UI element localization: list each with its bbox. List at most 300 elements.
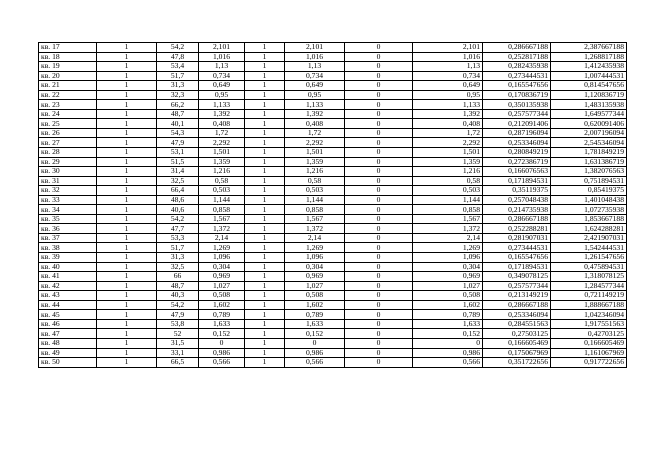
count-cell: 1 bbox=[97, 262, 157, 272]
total-cell: 1,096 bbox=[413, 253, 483, 263]
table-row bbox=[39, 195, 627, 205]
value2-cell: 0,152 bbox=[285, 329, 345, 339]
share-cell: 0,165547656 bbox=[483, 81, 551, 91]
area-cell: 54,2 bbox=[157, 43, 199, 53]
area-cell: 31,3 bbox=[157, 81, 199, 91]
count-cell: 1 bbox=[97, 176, 157, 186]
coef-cell: 1 bbox=[245, 272, 285, 282]
table-row bbox=[39, 253, 627, 263]
sum-cell: 0,166605469 bbox=[551, 338, 627, 348]
coef-cell: 1 bbox=[245, 52, 285, 62]
coef-cell: 1 bbox=[245, 81, 285, 91]
value2-cell: 1,027 bbox=[285, 281, 345, 291]
total-cell: 1,501 bbox=[413, 148, 483, 158]
count-cell: 1 bbox=[97, 167, 157, 177]
count-cell: 1 bbox=[97, 195, 157, 205]
count-cell: 1 bbox=[97, 338, 157, 348]
share-cell: 0,166605469 bbox=[483, 338, 551, 348]
total-cell: 1,602 bbox=[413, 300, 483, 310]
value2-cell: 0,858 bbox=[285, 205, 345, 215]
count-cell: 1 bbox=[97, 109, 157, 119]
sum-cell: 0,85419375 bbox=[551, 186, 627, 196]
apartment-cell: кв. 43 bbox=[39, 291, 97, 301]
zero-cell: 0 bbox=[345, 100, 413, 110]
area-cell: 52 bbox=[157, 329, 199, 339]
area-cell: 47,9 bbox=[157, 138, 199, 148]
share-cell: 0,286667188 bbox=[483, 300, 551, 310]
value2-cell: 0 bbox=[285, 338, 345, 348]
total-cell: 0,986 bbox=[413, 348, 483, 358]
coef-cell: 1 bbox=[245, 205, 285, 215]
total-cell: 1,133 bbox=[413, 100, 483, 110]
share-cell: 0,252817188 bbox=[483, 52, 551, 62]
coef-cell: 1 bbox=[245, 253, 285, 263]
table-row bbox=[39, 90, 627, 100]
table-row bbox=[39, 319, 627, 329]
table-row bbox=[39, 300, 627, 310]
share-cell: 0,170836719 bbox=[483, 90, 551, 100]
value-cell: 0,508 bbox=[199, 291, 245, 301]
value-cell: 0,986 bbox=[199, 348, 245, 358]
apartment-cell: кв. 35 bbox=[39, 214, 97, 224]
coef-cell: 1 bbox=[245, 43, 285, 53]
value-cell: 1,13 bbox=[199, 62, 245, 72]
coef-cell: 1 bbox=[245, 291, 285, 301]
area-cell: 32,5 bbox=[157, 262, 199, 272]
table-row bbox=[39, 81, 627, 91]
coef-cell: 1 bbox=[245, 90, 285, 100]
total-cell: 1,144 bbox=[413, 195, 483, 205]
coef-cell: 1 bbox=[245, 148, 285, 158]
apartment-cell: кв. 45 bbox=[39, 310, 97, 320]
apartment-cell: кв. 21 bbox=[39, 81, 97, 91]
count-cell: 1 bbox=[97, 272, 157, 282]
coef-cell: 1 bbox=[245, 62, 285, 72]
total-cell: 1,567 bbox=[413, 214, 483, 224]
table-body bbox=[39, 43, 627, 368]
value-cell: 0,58 bbox=[199, 176, 245, 186]
value-cell: 1,144 bbox=[199, 195, 245, 205]
total-cell: 0,649 bbox=[413, 81, 483, 91]
apartment-cell: кв. 22 bbox=[39, 90, 97, 100]
value-cell: 0,503 bbox=[199, 186, 245, 196]
value-cell: 0,152 bbox=[199, 329, 245, 339]
sum-cell: 0,721149219 bbox=[551, 291, 627, 301]
table-row bbox=[39, 262, 627, 272]
share-cell: 0,253346094 bbox=[483, 310, 551, 320]
table-row bbox=[39, 338, 627, 348]
table-row bbox=[39, 272, 627, 282]
zero-cell: 0 bbox=[345, 148, 413, 158]
zero-cell: 0 bbox=[345, 243, 413, 253]
zero-cell: 0 bbox=[345, 281, 413, 291]
count-cell: 1 bbox=[97, 81, 157, 91]
area-cell: 31,5 bbox=[157, 338, 199, 348]
sum-cell: 1,007444531 bbox=[551, 71, 627, 81]
sum-cell: 1,401048438 bbox=[551, 195, 627, 205]
total-cell: 0,503 bbox=[413, 186, 483, 196]
share-cell: 0,212091406 bbox=[483, 119, 551, 129]
total-cell: 0 bbox=[413, 338, 483, 348]
value-cell: 1,72 bbox=[199, 128, 245, 138]
total-cell: 1,72 bbox=[413, 128, 483, 138]
share-cell: 0,166076563 bbox=[483, 167, 551, 177]
value2-cell: 1,567 bbox=[285, 214, 345, 224]
share-cell: 0,171894531 bbox=[483, 262, 551, 272]
apartment-cell: кв. 44 bbox=[39, 300, 97, 310]
sum-cell: 1,268817188 bbox=[551, 52, 627, 62]
total-cell: 1,359 bbox=[413, 157, 483, 167]
count-cell: 1 bbox=[97, 214, 157, 224]
table-row bbox=[39, 128, 627, 138]
area-cell: 54,2 bbox=[157, 214, 199, 224]
value-cell: 0,969 bbox=[199, 272, 245, 282]
zero-cell: 0 bbox=[345, 338, 413, 348]
area-cell: 66,4 bbox=[157, 186, 199, 196]
value-cell: 0,566 bbox=[199, 358, 245, 368]
total-cell: 0,95 bbox=[413, 90, 483, 100]
total-cell: 1,372 bbox=[413, 224, 483, 234]
area-cell: 51,5 bbox=[157, 157, 199, 167]
value2-cell: 0,95 bbox=[285, 90, 345, 100]
table-row bbox=[39, 109, 627, 119]
value2-cell: 1,72 bbox=[285, 128, 345, 138]
value2-cell: 0,986 bbox=[285, 348, 345, 358]
sum-cell: 1,649577344 bbox=[551, 109, 627, 119]
table-row bbox=[39, 243, 627, 253]
share-cell: 0,286667188 bbox=[483, 214, 551, 224]
apartment-cell: кв. 37 bbox=[39, 233, 97, 243]
value-cell: 1,372 bbox=[199, 224, 245, 234]
value-cell: 0,858 bbox=[199, 205, 245, 215]
share-cell: 0,272386719 bbox=[483, 157, 551, 167]
sum-cell: 1,412435938 bbox=[551, 62, 627, 72]
count-cell: 1 bbox=[97, 52, 157, 62]
coef-cell: 1 bbox=[245, 262, 285, 272]
value-cell: 0,304 bbox=[199, 262, 245, 272]
apartment-cell: кв. 47 bbox=[39, 329, 97, 339]
coef-cell: 1 bbox=[245, 167, 285, 177]
count-cell: 1 bbox=[97, 281, 157, 291]
apartment-cell: кв. 17 bbox=[39, 43, 97, 53]
share-cell: 0,280849219 bbox=[483, 148, 551, 158]
coef-cell: 1 bbox=[245, 186, 285, 196]
zero-cell: 0 bbox=[345, 119, 413, 129]
total-cell: 1,392 bbox=[413, 109, 483, 119]
total-cell: 2,14 bbox=[413, 233, 483, 243]
apartment-cell: кв. 39 bbox=[39, 253, 97, 263]
area-cell: 54,2 bbox=[157, 300, 199, 310]
sum-cell: 1,161067969 bbox=[551, 348, 627, 358]
value2-cell: 0,304 bbox=[285, 262, 345, 272]
zero-cell: 0 bbox=[345, 157, 413, 167]
area-cell: 48,6 bbox=[157, 195, 199, 205]
zero-cell: 0 bbox=[345, 205, 413, 215]
apartment-cell: кв. 29 bbox=[39, 157, 97, 167]
sum-cell: 0,917722656 bbox=[551, 358, 627, 368]
value2-cell: 0,734 bbox=[285, 71, 345, 81]
value2-cell: 1,13 bbox=[285, 62, 345, 72]
zero-cell: 0 bbox=[345, 186, 413, 196]
value-cell: 1,567 bbox=[199, 214, 245, 224]
apartment-cell: кв. 36 bbox=[39, 224, 97, 234]
share-cell: 0,349078125 bbox=[483, 272, 551, 282]
share-cell: 0,286667188 bbox=[483, 43, 551, 53]
apartment-cell: кв. 28 bbox=[39, 148, 97, 158]
share-cell: 0,351722656 bbox=[483, 358, 551, 368]
coef-cell: 1 bbox=[245, 319, 285, 329]
sum-cell: 1,318078125 bbox=[551, 272, 627, 282]
value-cell: 2,101 bbox=[199, 43, 245, 53]
sum-cell: 1,042346094 bbox=[551, 310, 627, 320]
sum-cell: 1,284577344 bbox=[551, 281, 627, 291]
total-cell: 0,566 bbox=[413, 358, 483, 368]
share-cell: 0,287196094 bbox=[483, 128, 551, 138]
area-cell: 40,1 bbox=[157, 119, 199, 129]
count-cell: 1 bbox=[97, 205, 157, 215]
zero-cell: 0 bbox=[345, 176, 413, 186]
count-cell: 1 bbox=[97, 253, 157, 263]
apartment-cell: кв. 18 bbox=[39, 52, 97, 62]
table-row bbox=[39, 138, 627, 148]
count-cell: 1 bbox=[97, 157, 157, 167]
table-row bbox=[39, 100, 627, 110]
sum-cell: 0,620091406 bbox=[551, 119, 627, 129]
coef-cell: 1 bbox=[245, 243, 285, 253]
sum-cell: 1,781849219 bbox=[551, 148, 627, 158]
coef-cell: 1 bbox=[245, 109, 285, 119]
count-cell: 1 bbox=[97, 138, 157, 148]
table-row bbox=[39, 281, 627, 291]
zero-cell: 0 bbox=[345, 128, 413, 138]
coef-cell: 1 bbox=[245, 233, 285, 243]
value2-cell: 1,372 bbox=[285, 224, 345, 234]
value-cell: 0 bbox=[199, 338, 245, 348]
total-cell: 0,969 bbox=[413, 272, 483, 282]
zero-cell: 0 bbox=[345, 90, 413, 100]
coef-cell: 1 bbox=[245, 71, 285, 81]
value-cell: 0,789 bbox=[199, 310, 245, 320]
apartment-cell: кв. 42 bbox=[39, 281, 97, 291]
table-row bbox=[39, 329, 627, 339]
table-row bbox=[39, 310, 627, 320]
apartment-cell: кв. 32 bbox=[39, 186, 97, 196]
value2-cell: 2,14 bbox=[285, 233, 345, 243]
zero-cell: 0 bbox=[345, 319, 413, 329]
table-row bbox=[39, 348, 627, 358]
total-cell: 2,101 bbox=[413, 43, 483, 53]
area-cell: 53,8 bbox=[157, 319, 199, 329]
sum-cell: 2,545346094 bbox=[551, 138, 627, 148]
value2-cell: 0,58 bbox=[285, 176, 345, 186]
coef-cell: 1 bbox=[245, 214, 285, 224]
value-cell: 1,216 bbox=[199, 167, 245, 177]
value-cell: 1,392 bbox=[199, 109, 245, 119]
zero-cell: 0 bbox=[345, 52, 413, 62]
value2-cell: 0,503 bbox=[285, 186, 345, 196]
sum-cell: 1,888667188 bbox=[551, 300, 627, 310]
value2-cell: 1,016 bbox=[285, 52, 345, 62]
table-row bbox=[39, 43, 627, 53]
value2-cell: 1,144 bbox=[285, 195, 345, 205]
count-cell: 1 bbox=[97, 233, 157, 243]
coef-cell: 1 bbox=[245, 310, 285, 320]
area-cell: 66,5 bbox=[157, 358, 199, 368]
value-cell: 2,292 bbox=[199, 138, 245, 148]
area-cell: 47,8 bbox=[157, 52, 199, 62]
table-row bbox=[39, 176, 627, 186]
apartment-cell: кв. 27 bbox=[39, 138, 97, 148]
total-cell: 0,58 bbox=[413, 176, 483, 186]
apartment-cell: кв. 50 bbox=[39, 358, 97, 368]
area-cell: 53,4 bbox=[157, 62, 199, 72]
count-cell: 1 bbox=[97, 71, 157, 81]
total-cell: 0,858 bbox=[413, 205, 483, 215]
area-cell: 51,7 bbox=[157, 243, 199, 253]
zero-cell: 0 bbox=[345, 329, 413, 339]
coef-cell: 1 bbox=[245, 119, 285, 129]
sum-cell: 1,120836719 bbox=[551, 90, 627, 100]
share-cell: 0,253346094 bbox=[483, 138, 551, 148]
count-cell: 1 bbox=[97, 62, 157, 72]
zero-cell: 0 bbox=[345, 253, 413, 263]
total-cell: 1,13 bbox=[413, 62, 483, 72]
apartment-cell: кв. 33 bbox=[39, 195, 97, 205]
count-cell: 1 bbox=[97, 128, 157, 138]
total-cell: 2,292 bbox=[413, 138, 483, 148]
share-cell: 0,252288281 bbox=[483, 224, 551, 234]
value2-cell: 1,359 bbox=[285, 157, 345, 167]
apartment-cell: кв. 38 bbox=[39, 243, 97, 253]
table-row bbox=[39, 148, 627, 158]
coef-cell: 1 bbox=[245, 338, 285, 348]
table-row bbox=[39, 233, 627, 243]
share-cell: 0,35119375 bbox=[483, 186, 551, 196]
apartment-cell: кв. 40 bbox=[39, 262, 97, 272]
coef-cell: 1 bbox=[245, 195, 285, 205]
value-cell: 0,734 bbox=[199, 71, 245, 81]
zero-cell: 0 bbox=[345, 233, 413, 243]
count-cell: 1 bbox=[97, 310, 157, 320]
total-cell: 1,216 bbox=[413, 167, 483, 177]
apartment-cell: кв. 25 bbox=[39, 119, 97, 129]
sum-cell: 0,751894531 bbox=[551, 176, 627, 186]
coef-cell: 1 bbox=[245, 281, 285, 291]
table-row bbox=[39, 224, 627, 234]
count-cell: 1 bbox=[97, 319, 157, 329]
area-cell: 47,9 bbox=[157, 310, 199, 320]
count-cell: 1 bbox=[97, 329, 157, 339]
total-cell: 0,152 bbox=[413, 329, 483, 339]
value-cell: 0,95 bbox=[199, 90, 245, 100]
count-cell: 1 bbox=[97, 291, 157, 301]
zero-cell: 0 bbox=[345, 71, 413, 81]
table-row bbox=[39, 214, 627, 224]
area-cell: 66,2 bbox=[157, 100, 199, 110]
coef-cell: 1 bbox=[245, 300, 285, 310]
data-table bbox=[38, 42, 627, 368]
value2-cell: 2,292 bbox=[285, 138, 345, 148]
sum-cell: 1,261547656 bbox=[551, 253, 627, 263]
share-cell: 0,165547656 bbox=[483, 253, 551, 263]
zero-cell: 0 bbox=[345, 43, 413, 53]
zero-cell: 0 bbox=[345, 81, 413, 91]
share-cell: 0,282435938 bbox=[483, 62, 551, 72]
total-cell: 1,633 bbox=[413, 319, 483, 329]
table-row bbox=[39, 52, 627, 62]
value-cell: 2,14 bbox=[199, 233, 245, 243]
apartment-cell: кв. 20 bbox=[39, 71, 97, 81]
value-cell: 1,269 bbox=[199, 243, 245, 253]
share-cell: 0,257577344 bbox=[483, 281, 551, 291]
zero-cell: 0 bbox=[345, 272, 413, 282]
coef-cell: 1 bbox=[245, 157, 285, 167]
apartment-cell: кв. 26 bbox=[39, 128, 97, 138]
coef-cell: 1 bbox=[245, 128, 285, 138]
sum-cell: 1,853667188 bbox=[551, 214, 627, 224]
value2-cell: 1,633 bbox=[285, 319, 345, 329]
table-row bbox=[39, 71, 627, 81]
area-cell: 54,3 bbox=[157, 128, 199, 138]
value-cell: 1,027 bbox=[199, 281, 245, 291]
apartment-cell: кв. 23 bbox=[39, 100, 97, 110]
share-cell: 0,171894531 bbox=[483, 176, 551, 186]
share-cell: 0,257048438 bbox=[483, 195, 551, 205]
value-cell: 1,133 bbox=[199, 100, 245, 110]
coef-cell: 1 bbox=[245, 358, 285, 368]
zero-cell: 0 bbox=[345, 224, 413, 234]
total-cell: 0,734 bbox=[413, 71, 483, 81]
sum-cell: 1,483135938 bbox=[551, 100, 627, 110]
value2-cell: 0,408 bbox=[285, 119, 345, 129]
area-cell: 66 bbox=[157, 272, 199, 282]
zero-cell: 0 bbox=[345, 348, 413, 358]
zero-cell: 0 bbox=[345, 358, 413, 368]
sum-cell: 1,542444531 bbox=[551, 243, 627, 253]
value-cell: 1,016 bbox=[199, 52, 245, 62]
value-cell: 0,408 bbox=[199, 119, 245, 129]
share-cell: 0,284551563 bbox=[483, 319, 551, 329]
value-cell: 1,602 bbox=[199, 300, 245, 310]
apartment-cell: кв. 19 bbox=[39, 62, 97, 72]
total-cell: 0,304 bbox=[413, 262, 483, 272]
table-row bbox=[39, 205, 627, 215]
area-cell: 40,3 bbox=[157, 291, 199, 301]
value2-cell: 1,133 bbox=[285, 100, 345, 110]
value2-cell: 1,501 bbox=[285, 148, 345, 158]
value-cell: 1,501 bbox=[199, 148, 245, 158]
value2-cell: 1,096 bbox=[285, 253, 345, 263]
area-cell: 32,5 bbox=[157, 176, 199, 186]
count-cell: 1 bbox=[97, 300, 157, 310]
apartment-cell: кв. 24 bbox=[39, 109, 97, 119]
share-cell: 0,273444531 bbox=[483, 71, 551, 81]
apartment-cell: кв. 48 bbox=[39, 338, 97, 348]
value2-cell: 0,789 bbox=[285, 310, 345, 320]
table-row bbox=[39, 119, 627, 129]
table-row bbox=[39, 291, 627, 301]
table-row bbox=[39, 186, 627, 196]
apartment-cell: кв. 46 bbox=[39, 319, 97, 329]
total-cell: 0,789 bbox=[413, 310, 483, 320]
value2-cell: 0,508 bbox=[285, 291, 345, 301]
value2-cell: 1,392 bbox=[285, 109, 345, 119]
count-cell: 1 bbox=[97, 148, 157, 158]
area-cell: 33,1 bbox=[157, 348, 199, 358]
count-cell: 1 bbox=[97, 43, 157, 53]
value2-cell: 1,269 bbox=[285, 243, 345, 253]
sum-cell: 1,631386719 bbox=[551, 157, 627, 167]
